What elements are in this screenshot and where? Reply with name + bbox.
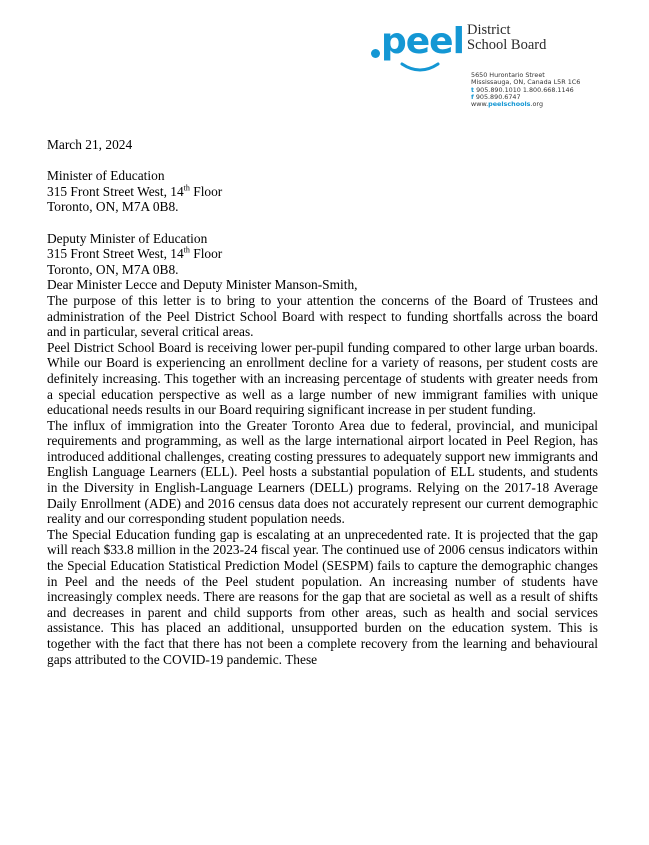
letter-body xyxy=(47,137,598,667)
logo-dot-icon xyxy=(371,49,380,58)
address-phone: t 905.890.1010 1.800.668.1146 xyxy=(471,85,574,94)
letter-date: March 21, 2024 xyxy=(47,137,133,152)
address-city: Mississauga, ON, Canada L5R 1C6 xyxy=(471,78,581,87)
logo-wordmark: peel xyxy=(381,21,464,62)
paragraph: The purpose of this letter is to bring to your attention the concerns of the Board of Trustees and administration of the Peel District School Board with respect to funding shortfalls across the board and in particular, several critical areas. xyxy=(47,292,598,340)
board-address xyxy=(471,72,580,108)
paragraph: Peel District School Board is receiving lower per-pupil funding compared to other large urban boards. While our Board is experiencing an enrollment decline for a variety of reasons, per student costs are definitely increasing. This together with an increasing percentage of students with greater needs from a special education perspective as well as a large number of new immigrant families with unique educational needs results in our Board requiring significant increase in per student funding. xyxy=(47,339,598,418)
address-street: 5650 Hurontario Street xyxy=(471,71,545,79)
logo-smile-icon xyxy=(400,62,440,74)
recipient-minister: Minister of Education 315 Front Street West, 14th Floor Toronto, ON, M7A 0B8. xyxy=(47,168,223,215)
recipient-deputy-minister: Deputy Minister of Education 315 Front Street West, 14th Floor Toronto, ON, M7A 0B8. xyxy=(47,230,223,277)
salutation: Dear Minister Lecce and Deputy Minister Manson-Smith, xyxy=(47,277,358,293)
letterhead xyxy=(368,14,638,124)
board-name: District School Board xyxy=(467,22,547,53)
address-website[interactable]: www.peelschools.org xyxy=(471,100,543,109)
address-fax: f 905.890.6747 xyxy=(471,92,521,101)
paragraph: The Special Education funding gap is escalating at an unprecedented rate. It is projected that the gap will reach $33.8 million in the 2023-24 fiscal year. The continued use of 2006 census indicators within the Special Education Statistical Prediction Model (SESPM) fails to capture the demographic changes in Peel and the needs of the Peel student population. An increasing number of students have increasingly complex needs. There are reasons for the gap that are societal as well as a result of shifts and decreases in parent and child supports from other areas, such as health and social services assistance. This has placed an additional, unsupported burden on the education system. This is together with the fact that there has not been a complete recovery from the learning and behavioural gaps attributed to the COVID-19 pandemic. These xyxy=(47,526,598,667)
paragraph: The influx of immigration into the Greater Toronto Area due to federal, provincial, and municipal requirements and programming, as well as the large international airport located in Peel Region, has introduced additional challenges, creating costing pressures to adequately support new immigrants and English Language Learners (ELL). Peel hosts a substantial population of ELL students, and students in the Diversity in English-Language Learners (DELL) programs. Relying on the 2017-18 Average Daily Enrollment (ADE) and 2016 census data does not accurately represent our current demographic reality and our corresponding student population needs. xyxy=(47,417,598,527)
